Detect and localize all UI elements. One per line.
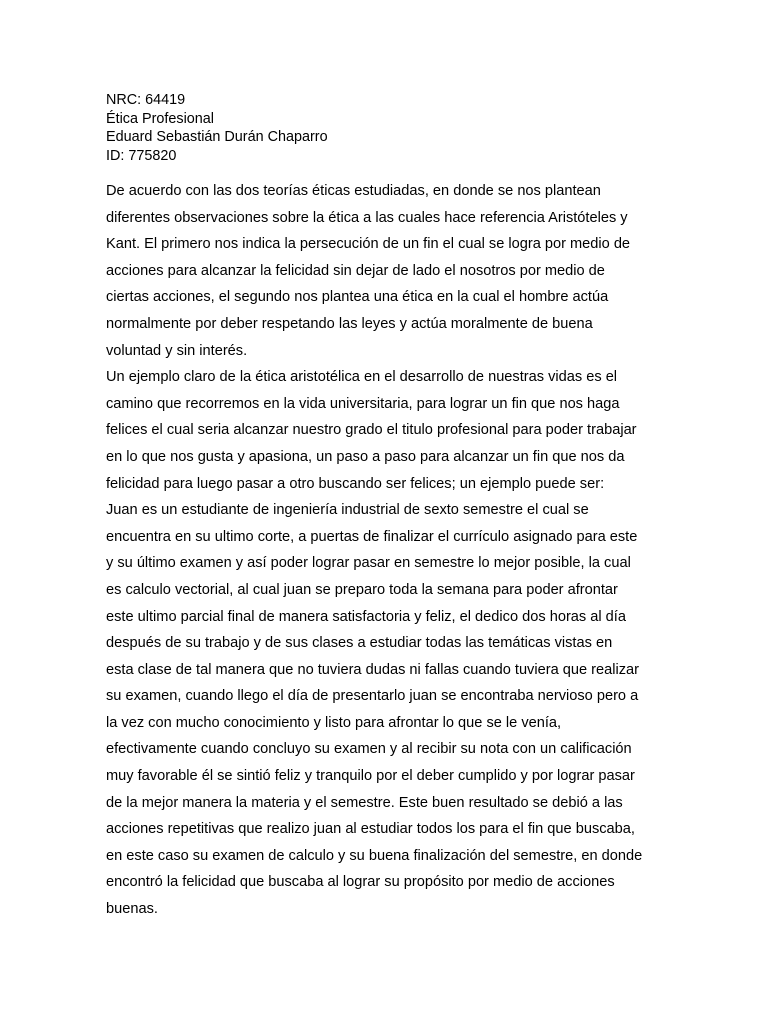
course-line: Ética Profesional xyxy=(106,110,214,127)
body-line: Un ejemplo claro de la ética aristotélica en el desarrollo de nuestras vidas es el xyxy=(106,369,618,386)
body-line: buenas. xyxy=(106,901,158,918)
body-line: voluntad y sin interés. xyxy=(106,342,248,359)
body-line: muy favorable él se sintió feliz y tranquilo por el deber cumplido y por lograr pasar xyxy=(106,768,635,785)
body-line: felicidad para luego pasar a otro buscando ser felices; un ejemplo puede ser: xyxy=(106,475,605,492)
body-line: acciones repetitivas que realizo juan al estudiar todos los para el fin que buscaba, xyxy=(106,821,635,838)
nrc-line: NRC: 64419 xyxy=(106,92,186,108)
body-line: después de su trabajo y de sus clases a estudiar todas las temáticas vistas en xyxy=(106,635,613,652)
body-line: acciones para alcanzar la felicidad sin dejar de lado el nosotros por medio de xyxy=(106,262,605,279)
body-line: la vez con mucho conocimiento y listo para afrontar lo que se le venía, xyxy=(106,714,562,731)
body-line: Juan es un estudiante de ingeniería industrial de sexto semestre el cual se xyxy=(106,502,589,519)
body-line: su examen, cuando llego el día de presentarlo juan se encontraba nervioso pero a xyxy=(106,688,639,705)
body-line: ciertas acciones, el segundo nos plantea una ética en la cual el hombre actúa xyxy=(106,289,609,306)
body-line: efectivamente cuando concluyo su examen y al recibir su nota con un calificación xyxy=(106,741,632,758)
id-line: ID: 775820 xyxy=(106,147,177,164)
body-line: en lo que nos gusta y apasiona, un paso a paso para alcanzar un fin que nos da xyxy=(106,448,625,465)
body-line: este ultimo parcial final de manera satisfactoria y feliz, el dedico dos horas al día xyxy=(106,608,626,625)
body-line: felices el cual seria alcanzar nuestro grado el titulo profesional para poder trabajar xyxy=(106,422,637,439)
body-line: De acuerdo con las dos teorías éticas estudiadas, en donde se nos plantean xyxy=(106,183,601,199)
body-line: camino que recorremos en la vida universitaria, para lograr un fin que nos haga xyxy=(106,395,620,412)
body-line: en este caso su examen de calculo y su buena finalización del semestre, en donde xyxy=(106,847,643,864)
body-line: y su último examen y así poder lograr pasar en semestre lo mejor posible, la cual xyxy=(106,555,631,572)
body-line: Kant. El primero nos indica la persecución de un fin el cual se logra por medio de xyxy=(106,236,631,253)
document-body xyxy=(106,178,666,923)
body-line: de la mejor manera la materia y el semestre. Este buen resultado se debió a las xyxy=(106,794,623,811)
body-line: esta clase de tal manera que no tuviera dudas ni fallas cuando tuviera que realizar xyxy=(106,661,639,678)
body-line: normalmente por deber respetando las leyes y actúa moralmente de buena xyxy=(106,315,593,332)
body-line: diferentes observaciones sobre la ética a las cuales hace referencia Aristóteles y xyxy=(106,209,628,226)
body-line: es calculo vectorial, al cual juan se preparo toda la semana para poder afrontar xyxy=(106,581,618,598)
body-line: encuentra en su ultimo corte, a puertas de finalizar el currículo asignado para este xyxy=(106,528,638,545)
body-line: encontró la felicidad que buscaba al lograr su propósito por medio de acciones xyxy=(106,874,615,891)
document-header xyxy=(106,91,328,165)
author-line: Eduard Sebastián Durán Chaparro xyxy=(106,129,328,145)
